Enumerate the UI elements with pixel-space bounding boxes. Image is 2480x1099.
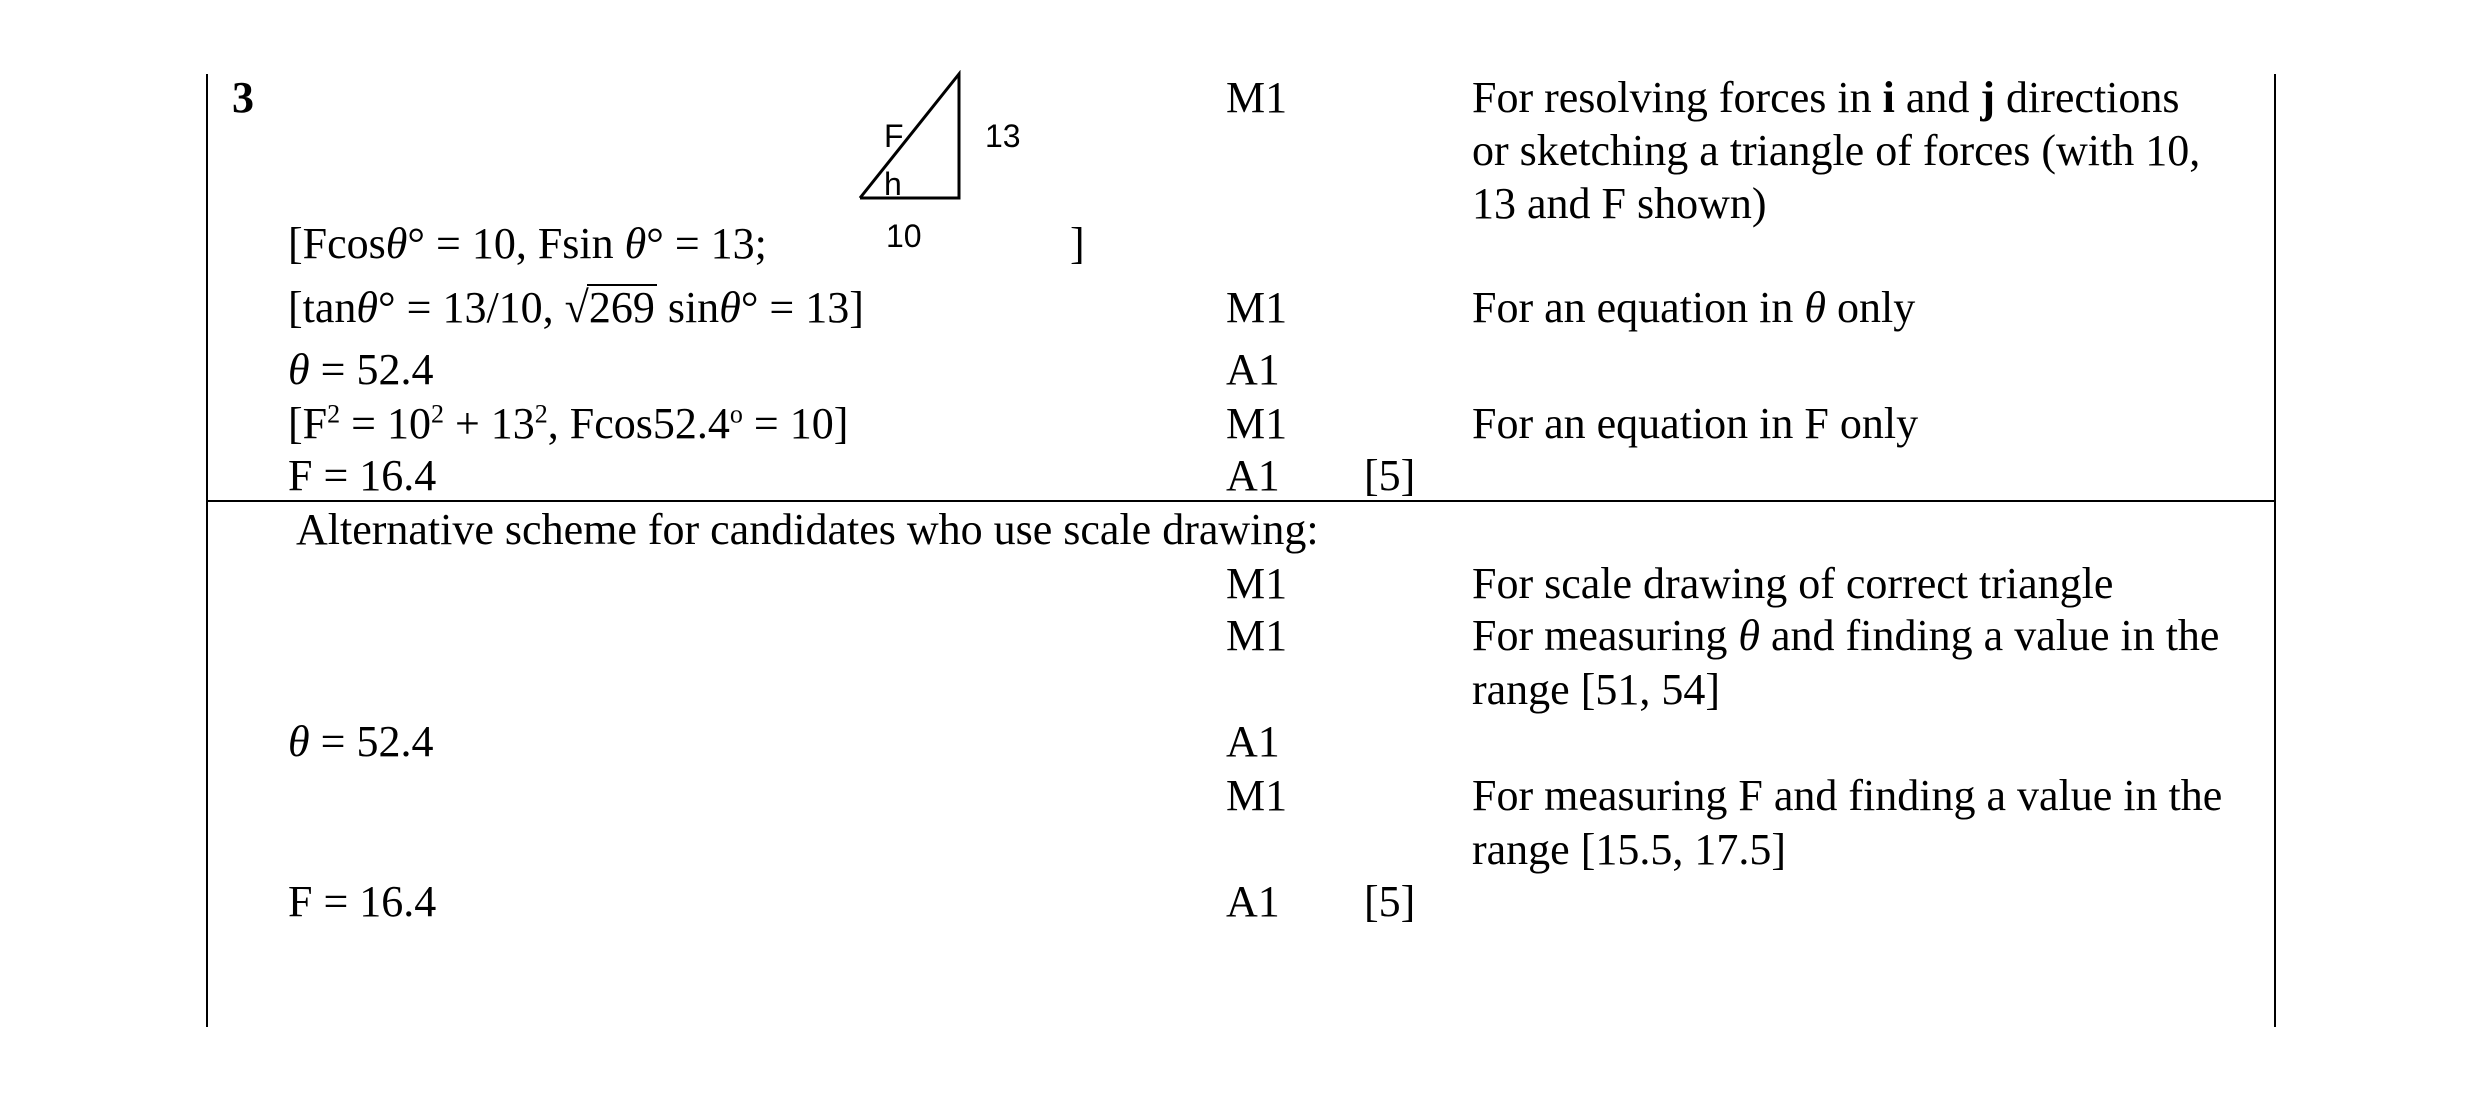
triangle-outline (860, 74, 959, 198)
question-number: 3 (232, 73, 254, 122)
theta-symbol: θ (624, 219, 647, 268)
guidance-fragment: For resolving forces in (1472, 73, 1883, 122)
table-left-border (206, 74, 208, 1027)
mark-row-2: M1 (1226, 283, 1288, 332)
diagram-label-angle: h (884, 166, 902, 202)
theta-symbol: θ (1804, 283, 1827, 332)
theta-symbol: θ (356, 283, 379, 332)
working-line-2-pre: [tanθ° = 13/10, (288, 283, 554, 332)
vector-symbol: i (1882, 73, 1895, 122)
mark-row-4: M1 (1226, 399, 1288, 448)
eq-part: , Fcos52.4 (547, 399, 730, 448)
diagram-label-10: 10 (886, 218, 922, 254)
eq-part: + 13 (443, 399, 535, 448)
diagram-label-13: 13 (985, 118, 1021, 154)
alt-guidance-1: For scale drawing of correct triangle (1472, 559, 2114, 608)
guidance-fragment: and (1894, 73, 1981, 122)
sqrt-symbol: √ (564, 283, 589, 332)
working-line-4 (288, 398, 848, 450)
working-line-5: F = 16.4 (288, 451, 437, 500)
eq-part: = 10 (340, 399, 431, 448)
exponent: 2 (430, 399, 444, 429)
guidance-row-1-line-1 (1472, 72, 2180, 124)
alt-mark-5: A1 (1226, 877, 1280, 926)
vector-symbol: j (1980, 73, 1996, 122)
eq-part: = 10] (742, 399, 849, 448)
diagram-label-f: F (884, 118, 904, 154)
working-line-1: [Fcosθ° = 10, Fsin θ° = 13; (288, 219, 767, 268)
eq-part: [F (288, 399, 328, 448)
guidance-row-1-line-3: 13 and F shown) (1472, 179, 1767, 228)
theta-symbol: θ (288, 717, 310, 766)
alt-guidance-2-line-2: range [51, 54] (1472, 665, 1721, 714)
theta-symbol: θ (719, 283, 741, 332)
table-right-border (2274, 74, 2276, 1027)
alt-guidance-4-line-2: range [15.5, 17.5] (1472, 825, 1787, 874)
alt-mark-2: M1 (1226, 611, 1288, 660)
exponent: o (729, 399, 743, 429)
guidance-row-1-line-2: or sketching a triangle of forces (with 10, (1472, 126, 2201, 175)
mark-row-1: M1 (1226, 73, 1288, 122)
theta-symbol: θ (1738, 611, 1761, 660)
sqrt-argument: 269 (588, 283, 655, 332)
guidance-row-4: For an equation in F only (1472, 399, 1919, 448)
exponent: 2 (327, 399, 341, 429)
alt-guidance-4-line-1: For measuring F and finding a value in the (1472, 771, 2223, 820)
theta-symbol: θ (385, 219, 408, 268)
guidance-row-2: For an equation in θ only (1472, 283, 1916, 332)
working-line-2 (288, 282, 864, 334)
alt-working-5: F = 16.4 (288, 877, 437, 926)
working-line-1-bracket: ] (1070, 219, 1085, 268)
working-line-3: θ = 52.4 (288, 345, 434, 394)
alt-guidance-2-line-1: For measuring θ and finding a value in the (1472, 611, 2220, 660)
working-line-2-post: sinθ° = 13] (667, 283, 864, 332)
guidance-text (1472, 73, 2180, 122)
theta-symbol: θ (288, 345, 310, 394)
alt-total-5: [5] (1364, 877, 1416, 926)
mark-row-3: A1 (1226, 345, 1280, 394)
total-row-5: [5] (1364, 451, 1416, 500)
alt-mark-4: M1 (1226, 771, 1288, 820)
force-triangle-diagram (855, 70, 975, 205)
exponent: 2 (534, 399, 548, 429)
alternative-heading: Alternative scheme for candidates who use scale drawing: (296, 505, 1319, 554)
alt-mark-1: M1 (1226, 559, 1288, 608)
alt-working-3: θ = 52.4 (288, 717, 434, 766)
alt-mark-3: A1 (1226, 717, 1280, 766)
guidance-fragment: directions (1995, 73, 2180, 122)
mark-row-5: A1 (1226, 451, 1280, 500)
